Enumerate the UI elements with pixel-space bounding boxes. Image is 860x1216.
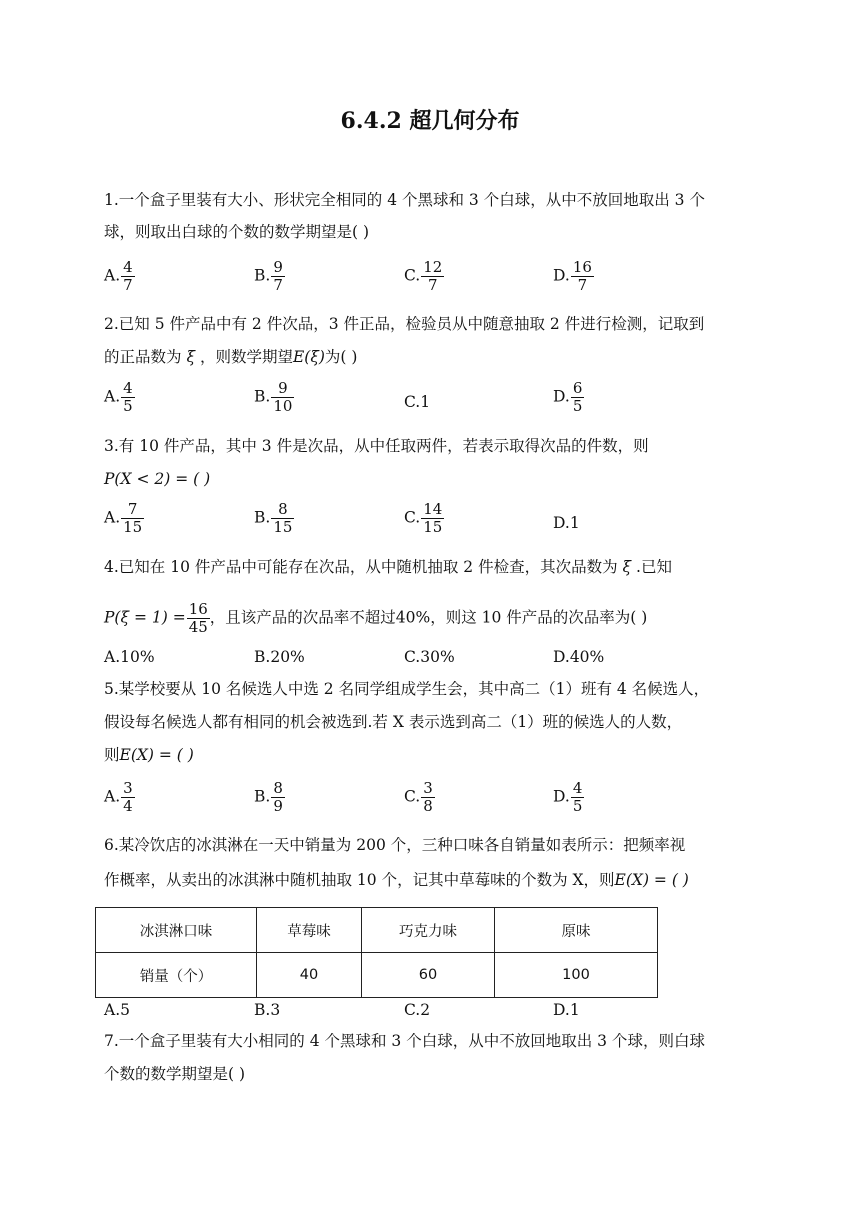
option-value: 40% — [569, 648, 605, 666]
option-label: C. — [404, 648, 421, 666]
question-7-line-2: 个数的数学期望是( ) — [104, 1065, 246, 1083]
option-label: A. — [104, 387, 121, 406]
question-5-line-1: 5.某学校要从 10 名候选人中选 2 名同学组成学生会，其中高二（1）班有 4 名候选人， — [104, 680, 710, 698]
table-header-cell: 巧克力味 — [362, 908, 495, 953]
option-label: B. — [254, 387, 271, 406]
table-header-cell: 草莓味 — [257, 908, 362, 953]
option-label: C. — [404, 508, 421, 527]
page-title: 6.4.2 超几何分布 — [340, 108, 520, 134]
numerator: 9 — [271, 380, 294, 398]
option-label: D. — [553, 787, 570, 806]
option-label: D. — [553, 1001, 570, 1019]
option-value: 3 — [270, 1001, 281, 1019]
option-label: D. — [553, 266, 570, 285]
text-segment: 为( ) — [324, 348, 358, 366]
q1-option-a[interactable] — [104, 259, 135, 294]
table-cell: 60 — [362, 953, 495, 998]
text-segment: 则 — [104, 746, 120, 764]
denominator: 9 — [273, 797, 283, 815]
table-cell: 100 — [495, 953, 658, 998]
q2-option-d[interactable] — [553, 380, 584, 415]
q5-option-b[interactable] — [254, 780, 285, 815]
table-row — [96, 953, 658, 998]
text-segment: 4.已知在 10 件产品中可能存在次品，从中随机抽取 2 件检查，其次品数为 — [104, 558, 618, 576]
table-header-cell: 原味 — [495, 908, 658, 953]
q1-option-b[interactable] — [254, 259, 285, 294]
fraction — [421, 259, 444, 294]
fraction — [121, 259, 135, 294]
q6-option-c[interactable] — [404, 999, 430, 1021]
text-segment: .已知 — [636, 558, 672, 576]
q5-option-d[interactable] — [553, 780, 584, 815]
xi-symbol: ξ — [186, 348, 195, 366]
option-label: C. — [404, 787, 421, 806]
q4-option-c[interactable] — [404, 646, 455, 668]
option-label: B. — [254, 266, 271, 285]
xi-symbol: ξ — [622, 558, 632, 576]
q2-option-b[interactable] — [254, 380, 294, 415]
denominator: 7 — [273, 276, 283, 294]
fraction — [121, 380, 135, 415]
question-1-line-1: 1.一个盒子里装有大小、形状完全相同的 4 个黑球和 3 个白球，从中不放回地取出 3 个 — [104, 191, 705, 209]
fraction — [271, 259, 285, 294]
text-segment: 作概率，从卖出的冰淇淋中随机抽取 10 个，记其中草莓味的个数为 X，则 — [104, 871, 615, 889]
numerator: 9 — [273, 258, 283, 276]
denominator: 15 — [273, 518, 293, 536]
numerator: 3 — [123, 779, 133, 797]
option-value: 1 — [569, 1001, 580, 1019]
option-label: C. — [404, 1001, 421, 1019]
q6-option-a[interactable] — [104, 999, 130, 1021]
q3-option-a[interactable] — [104, 501, 144, 536]
option-label: D. — [553, 514, 570, 532]
question-5-line-3 — [104, 744, 759, 766]
option-label: A. — [104, 787, 121, 806]
sales-table — [95, 907, 658, 998]
numerator: 4 — [123, 258, 133, 276]
text-segment: ，则数学期望 — [199, 348, 293, 366]
option-label: D. — [553, 648, 570, 666]
fraction — [571, 780, 585, 815]
denominator: 10 — [273, 397, 293, 415]
q3-option-d[interactable] — [553, 512, 580, 534]
option-value: 30% — [420, 648, 455, 666]
q5-option-a[interactable] — [104, 780, 135, 815]
question-7-line-1: 7.一个盒子里装有大小相同的 4 个黑球和 3 个白球，从中不放回地取出 3 个球，则白球 — [104, 1032, 705, 1050]
fraction — [271, 380, 294, 415]
numerator: 14 — [423, 500, 443, 518]
option-value: 20% — [270, 648, 305, 666]
option-value: 10% — [120, 648, 155, 666]
denominator: 15 — [423, 518, 443, 536]
expectation-expr: E(X) = ( ) — [614, 871, 689, 889]
option-label: B. — [254, 508, 271, 527]
numerator: 7 — [121, 501, 144, 519]
q1-option-c[interactable] — [404, 259, 444, 294]
question-2-line-2 — [104, 346, 759, 368]
question-1-line-2: 球，则取出白球的个数的数学期望是( ) — [104, 223, 370, 241]
denominator: 5 — [572, 797, 583, 815]
table-cell: 销量（个） — [96, 953, 257, 998]
denominator: 7 — [577, 276, 588, 294]
q3-option-b[interactable] — [254, 501, 294, 536]
option-value: 1 — [569, 514, 580, 532]
question-3-line-1: 3.有 10 件产品，其中 3 件是次品，从中任取两件，若表示取得次品的件数，则 — [104, 437, 649, 455]
option-value: 5 — [120, 1001, 130, 1019]
q3-option-c[interactable] — [404, 501, 444, 536]
text-segment: 的正品数为 — [104, 348, 182, 366]
option-label: B. — [254, 1001, 271, 1019]
numerator: 4 — [572, 779, 583, 797]
option-label: B. — [254, 648, 271, 666]
q4-option-b[interactable] — [254, 646, 305, 668]
question-4-line-2 — [104, 601, 759, 636]
q1-option-d[interactable] — [553, 259, 594, 294]
option-value: 2 — [420, 1001, 431, 1019]
q2-option-c[interactable] — [404, 391, 430, 413]
q2-option-a[interactable] — [104, 380, 135, 415]
fraction — [571, 259, 594, 294]
q6-option-d[interactable] — [553, 999, 580, 1021]
fraction — [271, 780, 285, 815]
option-label: A. — [104, 1001, 121, 1019]
q4-option-d[interactable] — [553, 646, 604, 668]
fraction — [421, 501, 444, 536]
expectation-expr: E(ξ) — [292, 348, 325, 366]
fraction — [571, 380, 585, 415]
denominator: 7 — [123, 276, 133, 294]
table-header-cell: 冰淇淋口味 — [96, 908, 257, 953]
probability-expr: P(ξ = 1) = — [104, 608, 186, 627]
q4-option-a[interactable] — [104, 646, 155, 668]
question-6-line-1: 6.某冷饮店的冰淇淋在一天中销量为 200 个，三种口味各自销量如表所示：把频率视 — [104, 836, 686, 854]
option-label: C. — [404, 266, 421, 285]
numerator: 4 — [123, 379, 133, 397]
denominator: 45 — [188, 618, 208, 636]
fraction — [121, 780, 135, 815]
question-6-line-2 — [104, 869, 759, 891]
denominator: 5 — [572, 397, 583, 415]
expectation-expr: E(X) = ( ) — [119, 746, 194, 764]
numerator: 6 — [572, 379, 583, 397]
denominator: 4 — [123, 797, 133, 815]
table-cell: 40 — [257, 953, 362, 998]
question-4-line-1 — [104, 556, 759, 578]
fraction — [421, 780, 435, 815]
option-label: A. — [104, 648, 121, 666]
option-label: C. — [404, 393, 421, 411]
table-header-row — [96, 908, 658, 953]
fraction — [121, 501, 144, 536]
question-3-line-2: P(X < 2) = ( ) — [104, 470, 211, 488]
numerator: 16 — [572, 258, 592, 276]
option-value: 1 — [420, 393, 431, 411]
denominator: 5 — [123, 397, 133, 415]
question-2-line-1: 2.已知 5 件产品中有 2 件次品，3 件正品，检验员从中随意抽取 2 件进行检测，记取到 — [104, 315, 705, 333]
text-segment: ，且该产品的次品率不超过40%，则这 10 件产品的次品率为( ) — [209, 608, 648, 627]
question-5-line-2: 假设每名候选人都有相同的机会被选到.若 X 表示选到高二（1）班的候选人的人数， — [104, 713, 683, 731]
fraction — [187, 601, 210, 636]
numerator: 8 — [273, 779, 283, 797]
q6-option-b[interactable] — [254, 999, 280, 1021]
fraction — [271, 501, 294, 536]
denominator: 7 — [428, 276, 438, 294]
numerator: 12 — [423, 258, 443, 276]
denominator: 15 — [123, 518, 143, 536]
numerator: 16 — [188, 600, 208, 618]
option-label: B. — [254, 787, 271, 806]
denominator: 8 — [423, 797, 433, 815]
numerator: 8 — [271, 501, 294, 519]
option-label: A. — [104, 508, 121, 527]
numerator: 3 — [423, 779, 433, 797]
q5-option-c[interactable] — [404, 780, 435, 815]
option-label: A. — [104, 266, 121, 285]
option-label: D. — [553, 387, 570, 406]
